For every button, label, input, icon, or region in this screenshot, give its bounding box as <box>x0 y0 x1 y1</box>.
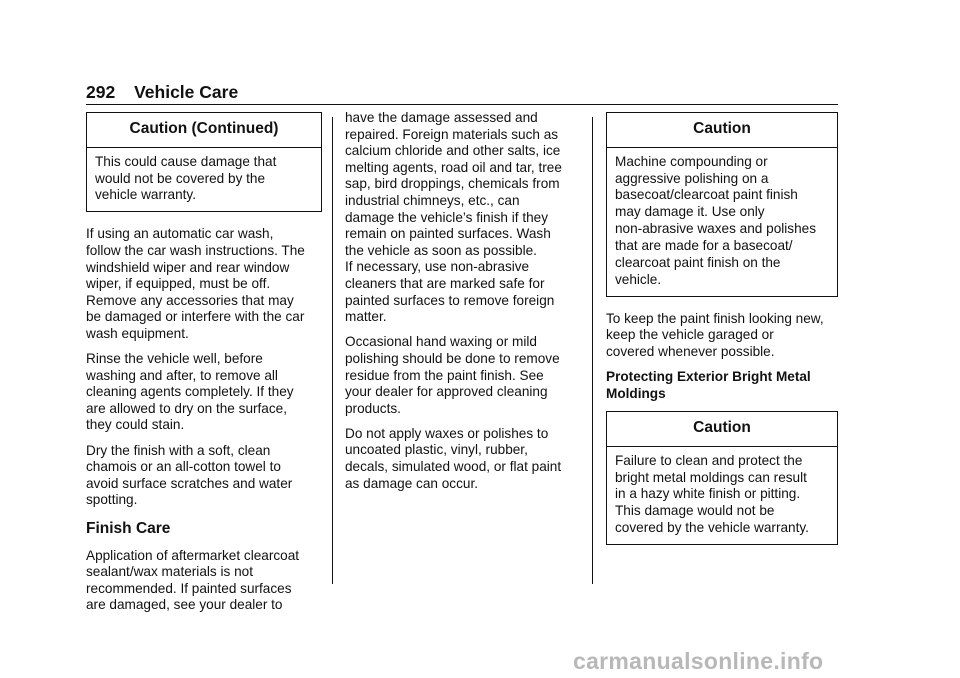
text-line: vehicle warranty. <box>95 187 196 203</box>
column-divider-2 <box>592 117 593 584</box>
column-2 <box>345 110 585 501</box>
section-heading-finish-care: Finish Care <box>86 520 171 537</box>
text-line: polishing should be done to remove <box>345 350 560 366</box>
text-line: Occasional hand waxing or mild <box>345 334 537 350</box>
text-line: are allowed to dry on the surface, <box>86 400 287 416</box>
text-line: calcium chloride and other salts, ice <box>345 143 561 159</box>
text-line: that are made for a basecoat/ <box>615 238 793 254</box>
paragraph-car-wash <box>86 226 322 342</box>
header-rule <box>86 104 838 105</box>
text-line: residue from the paint finish. See <box>345 367 544 383</box>
column-1 <box>86 112 322 623</box>
text-line: follow the car wash instructions. The <box>86 242 305 258</box>
text-line: decals, simulated wood, or flat paint <box>345 459 562 475</box>
column-3 <box>606 112 838 559</box>
text-line: Remove any accessories that may <box>86 292 294 308</box>
caution-body <box>607 148 837 296</box>
text-line: repaired. Foreign materials such as <box>345 126 559 142</box>
paragraph-damage <box>345 110 585 326</box>
paragraph-keep-garaged <box>606 311 838 361</box>
text-line: wiper, if equipped, must be off. <box>86 276 271 292</box>
text-line: in a hazy white finish or pitting. <box>615 486 801 502</box>
watermark: carmanualsonline.info <box>573 648 824 674</box>
text-line: Dry the finish with a soft, clean <box>86 442 271 458</box>
text-line: sealant/wax materials is not <box>86 564 253 580</box>
text-line: remain on painted surfaces. Wash <box>345 226 551 242</box>
text-line: Failure to clean and protect the <box>615 452 803 468</box>
text-line: This could cause damage that <box>95 153 277 169</box>
caution-box-continued <box>86 112 322 212</box>
text-line: your dealer for approved cleaning <box>345 384 548 400</box>
text-line: vehicle. <box>615 271 662 287</box>
text-line: Application of aftermarket clearcoat <box>86 547 300 563</box>
text-line: are damaged, see your dealer to <box>86 597 283 613</box>
paragraph-clearcoat <box>86 548 322 614</box>
caution-box-moldings <box>606 411 838 545</box>
text-line: wash equipment. <box>86 325 189 341</box>
text-line: washing and after, to remove all <box>86 367 278 383</box>
text-line: cleaners that are marked safe for <box>345 275 545 291</box>
paragraph-rinse <box>86 351 322 434</box>
text-line: matter. <box>345 309 387 325</box>
text-line: they could stain. <box>86 417 185 433</box>
paragraph-dry <box>86 443 322 509</box>
text-line: uncoated plastic, vinyl, rubber, <box>345 442 528 458</box>
text-line: may damage it. Use only <box>615 204 765 220</box>
text-line: painted surfaces to remove foreign <box>345 292 555 308</box>
caution-body <box>607 447 837 545</box>
column-divider-1 <box>332 117 333 584</box>
text-line: chamois or an all-cotton towel to <box>86 459 281 475</box>
text-line: Protecting Exterior Bright Metal <box>606 369 811 385</box>
text-line: Machine compounding or <box>615 153 768 169</box>
section-title: Vehicle Care <box>134 82 239 102</box>
text-line: as damage can occur. <box>345 475 478 491</box>
paragraph-waxing <box>345 334 585 417</box>
text-line: clearcoat paint finish on the <box>615 255 781 271</box>
text-line: basecoat/clearcoat paint finish <box>615 187 798 203</box>
text-line: cleaning agents completely. If they <box>86 384 294 400</box>
text-line: products. <box>345 400 401 416</box>
text-line: aggressive polishing on a <box>615 170 769 186</box>
text-line: windshield wiper and rear window <box>86 259 290 275</box>
text-line: damage the vehicle’s finish if they <box>345 209 549 225</box>
text-line: Do not apply waxes or polishes to <box>345 425 549 441</box>
text-line: the vehicle as soon as possible. <box>345 242 537 258</box>
text-line: avoid surface scratches and water <box>86 475 293 491</box>
text-line: If using an automatic car wash, <box>86 226 274 242</box>
caution-box-polishing <box>606 112 838 297</box>
text-line: spotting. <box>86 492 138 508</box>
caution-title: Caution (Continued) <box>87 113 321 148</box>
text-line: To keep the paint finish looking new, <box>606 310 824 326</box>
text-line: recommended. If painted surfaces <box>86 580 292 596</box>
text-line: non-abrasive waxes and polishes <box>615 221 817 237</box>
text-line: be damaged or interfere with the car <box>86 309 305 325</box>
page-header <box>86 82 238 103</box>
text-line: If necessary, use non-abrasive <box>345 259 530 275</box>
text-line: industrial chimneys, etc., can <box>345 192 520 208</box>
caution-body <box>87 148 321 212</box>
text-line: Rinse the vehicle well, before <box>86 351 263 367</box>
text-line: This damage would not be <box>615 503 775 519</box>
text-line: bright metal moldings can result <box>615 469 807 485</box>
paragraph-no-wax-plastics <box>345 426 585 492</box>
text-line: would not be covered by the <box>95 170 266 186</box>
text-line: have the damage assessed and <box>345 110 538 125</box>
subheading-bright-metal-moldings <box>606 369 838 402</box>
page-number: 292 <box>86 82 116 102</box>
text-line: melting agents, road oil and tar, tree <box>345 159 562 175</box>
text-line: covered by the vehicle warranty. <box>615 520 809 536</box>
caution-title: Caution <box>607 412 837 447</box>
text-line: sap, bird droppings, chemicals from <box>345 176 560 192</box>
text-line: keep the vehicle garaged or <box>606 327 774 343</box>
text-line: Moldings <box>606 385 666 401</box>
text-line: covered whenever possible. <box>606 344 775 360</box>
caution-title: Caution <box>607 113 837 148</box>
